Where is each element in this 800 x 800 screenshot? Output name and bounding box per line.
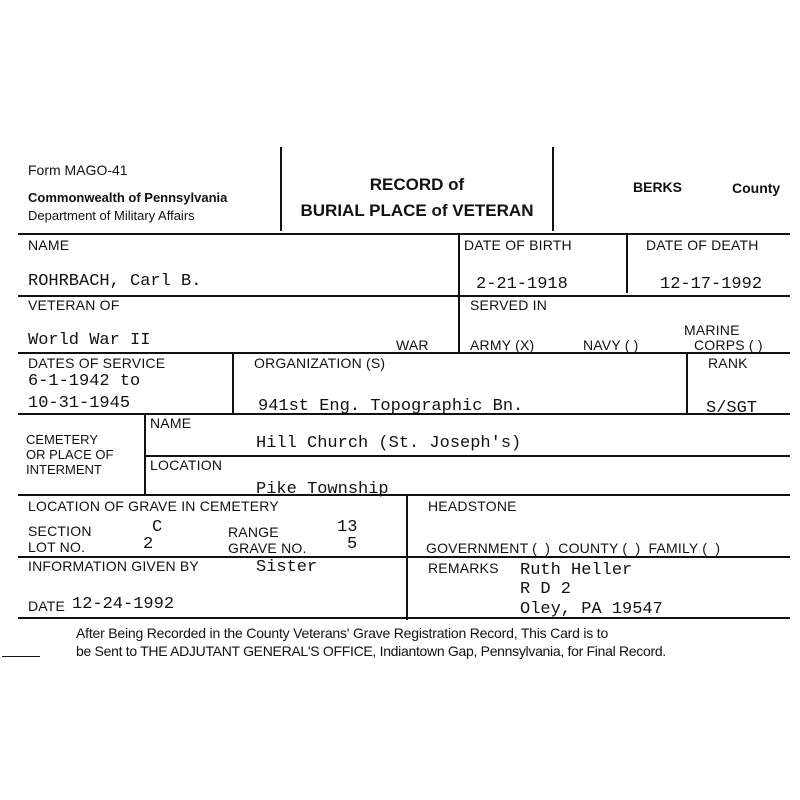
death-label: DATE OF DEATH <box>646 237 759 253</box>
rule-cemetery-mid <box>146 455 790 457</box>
rule-cemetery-bottom <box>18 494 790 496</box>
header-divider-right <box>552 147 554 231</box>
grave-number-label: GRAVE NO. <box>228 540 307 556</box>
rule-top <box>18 233 790 235</box>
cemetery-side-label-line3: INTERMENT <box>26 462 102 477</box>
lot-value: 2 <box>143 535 154 554</box>
organization-value: 941st Eng. Topographic Bn. <box>258 397 524 416</box>
cemetery-name-value: Hill Church (St. Joseph's) <box>256 434 522 453</box>
birth-value: 2-21-1918 <box>476 275 568 294</box>
stray-mark <box>2 656 40 657</box>
footer-instruction-line1: After Being Recorded in the County Veterans' Grave Registration Record, This Card is to <box>76 625 609 641</box>
divider-organization <box>232 354 234 414</box>
cemetery-name-label: NAME <box>150 415 192 431</box>
veteran-of-label: VETERAN OF <box>28 297 120 313</box>
section-value: C <box>152 518 163 537</box>
commonwealth-label: Commonwealth of Pennsylvania <box>28 190 228 205</box>
death-value: 12-17-1992 <box>660 275 763 294</box>
cemetery-side-label-line2: OR PLACE OF <box>26 447 114 462</box>
headstone-options: GOVERNMENT ( ) COUNTY ( ) FAMILY ( ) <box>426 540 721 556</box>
remarks-line2: R D 2 <box>520 580 572 599</box>
army-option: ARMY (X) <box>470 337 535 353</box>
form-title-line2: BURIAL PLACE of VETERAN <box>300 201 534 220</box>
marine-option-line2: CORPS ( ) <box>694 337 763 353</box>
divider-birth <box>458 235 460 297</box>
name-value: ROHRBACH, Carl B. <box>28 272 202 291</box>
service-date-from: 6-1-1942 to <box>28 372 141 391</box>
organization-label: ORGANIZATION (S) <box>254 355 386 371</box>
date-value: 12-24-1992 <box>72 595 175 614</box>
served-in-label: SERVED IN <box>470 297 548 313</box>
remarks-line3: Oley, PA 19547 <box>520 600 663 619</box>
rank-value: S/SGT <box>706 399 758 418</box>
footer-instruction-line2: be Sent to THE ADJUTANT GENERAL'S OFFICE, Indiantown Gap, Pennsylvania, for Final Record. <box>76 643 666 659</box>
form-title-line1: RECORD of <box>369 175 465 194</box>
birth-label: DATE OF BIRTH <box>464 237 572 253</box>
range-label: RANGE <box>228 524 279 540</box>
section-label: SECTION <box>28 523 92 539</box>
cemetery-location-label: LOCATION <box>150 457 223 473</box>
veteran-of-value: World War II <box>28 331 151 350</box>
name-label: NAME <box>28 237 70 253</box>
grave-location-label: LOCATION OF GRAVE IN CEMETERY <box>28 498 279 514</box>
remarks-label: REMARKS <box>428 560 499 576</box>
form-number: Form MAGO-41 <box>28 162 128 178</box>
service-date-to: 10-31-1945 <box>28 394 131 413</box>
divider-served <box>458 297 460 353</box>
rule-bottom <box>18 617 790 619</box>
rule-name-bottom <box>18 295 790 297</box>
war-label: WAR <box>396 337 429 353</box>
county-label: County <box>732 180 781 196</box>
department-label: Department of Military Affairs <box>28 208 195 223</box>
headstone-label: HEADSTONE <box>428 498 517 514</box>
rank-label: RANK <box>708 355 748 371</box>
marine-option-line1: MARINE <box>684 322 740 338</box>
service-dates-label: DATES OF SERVICE <box>28 355 166 371</box>
lot-label: LOT NO. <box>28 539 86 555</box>
cemetery-side-label-line1: CEMETERY <box>26 432 98 447</box>
divider-death <box>626 235 628 293</box>
divider-headstone <box>406 496 408 620</box>
information-given-value: Sister <box>256 558 318 577</box>
range-value: 13 <box>337 518 358 537</box>
grave-number-value: 5 <box>347 535 358 554</box>
navy-option: NAVY ( ) <box>583 337 639 353</box>
divider-rank <box>686 354 688 414</box>
remarks-line1: Ruth Heller <box>520 561 633 580</box>
county-name: BERKS <box>633 179 683 195</box>
information-given-label: INFORMATION GIVEN BY <box>28 558 199 574</box>
cemetery-location-value: Pike Township <box>256 480 389 499</box>
date-label: DATE <box>28 598 66 614</box>
